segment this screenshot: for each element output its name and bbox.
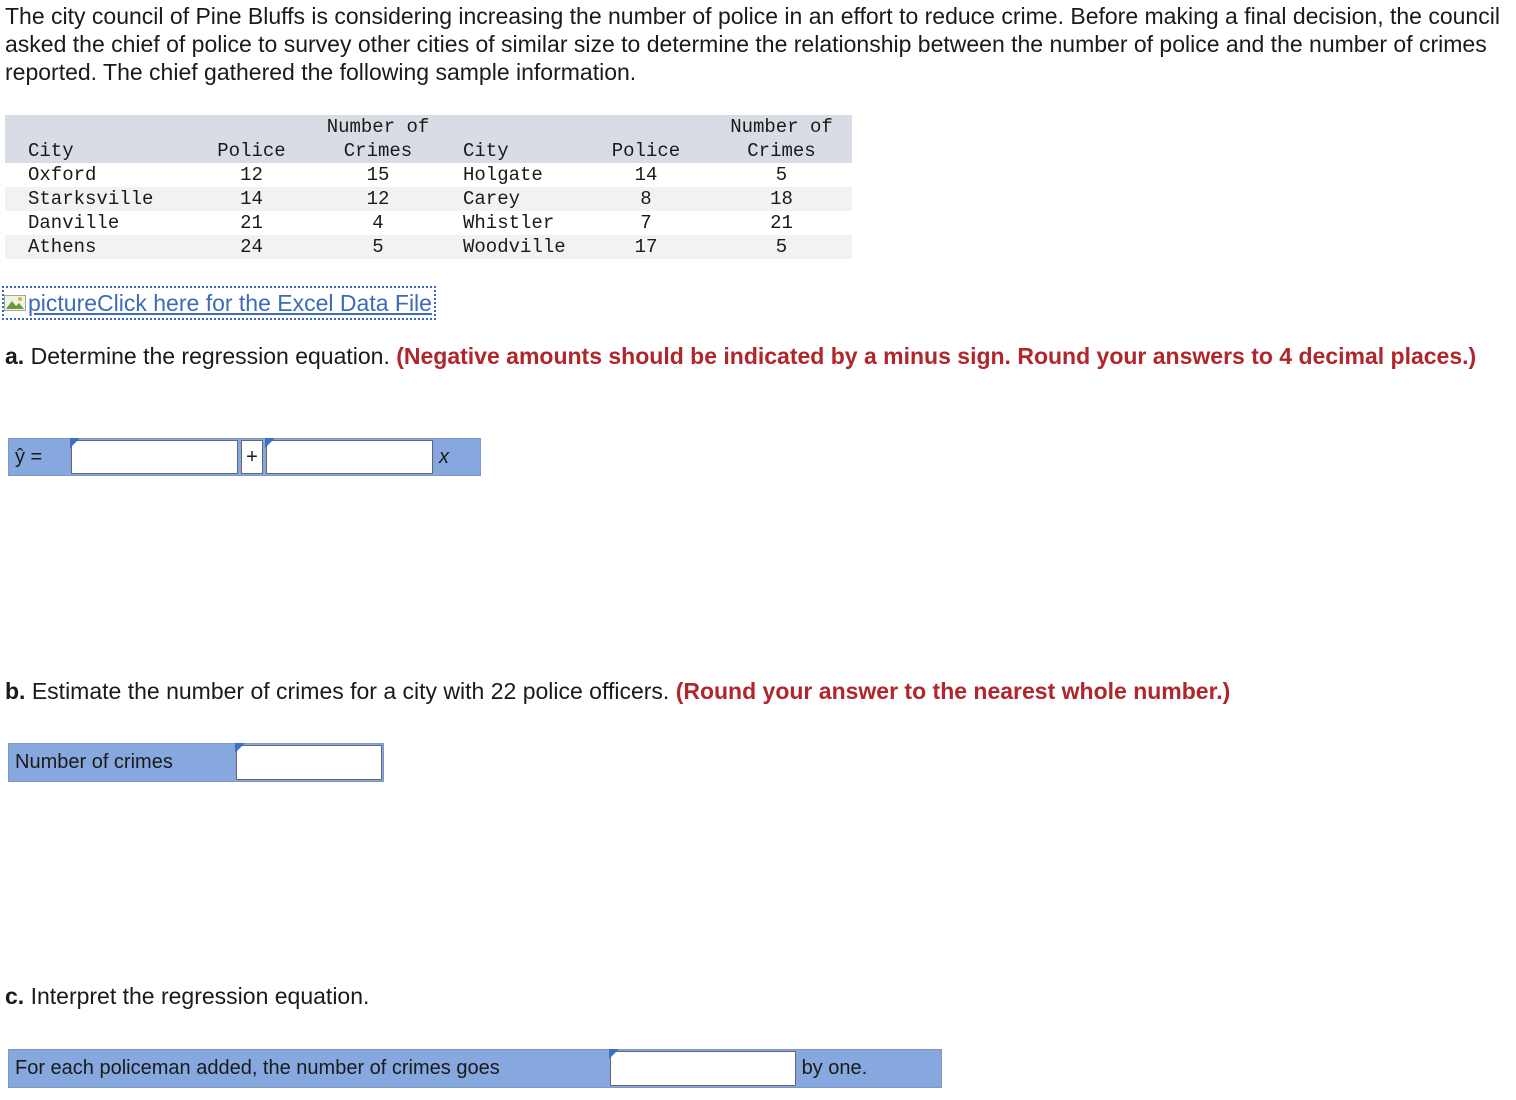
part-a-hint: (Negative amounts should be indicated by a minus sign. Round your answers to 4 decimal places.): [396, 343, 1477, 369]
header-top-police-2: [581, 115, 711, 139]
yhat-label: ŷ =: [15, 445, 43, 468]
cell-police: 12: [240, 164, 263, 186]
cell-crimes: 4: [372, 212, 384, 234]
part-b-text: Estimate the number of crimes for a city with 22 police officers.: [31, 678, 670, 704]
cell-police: 14: [240, 188, 263, 210]
header-police-2: Police: [611, 140, 681, 162]
cell-city: Oxford: [28, 164, 97, 186]
part-c-letter: c.: [5, 983, 25, 1009]
direction-input[interactable]: [610, 1051, 796, 1086]
header-city-1: City: [28, 140, 74, 162]
cell-city: Carey: [463, 188, 521, 210]
crimes-estimate-row: [8, 743, 384, 782]
excel-link-alt: picture: [28, 289, 98, 316]
table-header-row-top: [5, 115, 852, 139]
excel-data-file-link[interactable]: [2, 286, 436, 320]
part-a-letter: a.: [5, 343, 25, 369]
cell-city: Whistler: [463, 212, 555, 234]
header-top-police-1: [190, 115, 313, 139]
problem-intro: The city council of Pine Bluffs is considering increasing the number of police in an effort to reduce crime. Before making a final decision, the council asked the chief of police to survey other cities of similar size to determine the relationship between the number of police and the number of crimes reported. The chief gathered the following sample information.: [5, 3, 1500, 85]
intercept-input-wrap: [71, 439, 238, 475]
part-a-question: [5, 341, 1495, 371]
table-row: [5, 187, 852, 211]
part-b-question: [5, 676, 1495, 706]
data-table: [5, 115, 852, 259]
header-top-crimes-1: Number of: [326, 116, 430, 138]
cell-crimes: 12: [366, 188, 390, 210]
cell-police: 17: [634, 236, 658, 258]
part-a-text: Determine the regression equation.: [30, 343, 390, 369]
header-crimes-2: Crimes: [747, 140, 816, 162]
header-top-city-2: [443, 115, 581, 139]
part-b-letter: b.: [5, 678, 26, 704]
header-top-city-1: [5, 115, 190, 139]
cell-crimes: 5: [775, 164, 788, 186]
table-header-row: [5, 139, 852, 163]
cell-crimes: 18: [770, 188, 793, 210]
x-label: x: [433, 439, 479, 475]
part-c-question: [5, 981, 1495, 1011]
excel-link-label: Click here for the Excel Data File: [97, 289, 432, 316]
cell-crimes: 15: [366, 164, 390, 186]
header-top-crimes-2: Number of: [730, 116, 833, 138]
broken-image-icon: [4, 295, 26, 311]
intercept-input[interactable]: [71, 440, 238, 474]
crimes-estimate-input[interactable]: [236, 745, 382, 780]
table-row: [5, 235, 852, 259]
header-city-2: City: [463, 140, 509, 162]
regression-equation-row: [8, 438, 481, 476]
direction-input-wrap: [610, 1050, 796, 1087]
header-police-1: Police: [217, 140, 286, 162]
table-row: [5, 163, 852, 187]
part-b-hint: (Round your answer to the nearest whole number.): [675, 678, 1231, 704]
interpretation-label-after: by one.: [801, 1057, 868, 1079]
slope-input[interactable]: [266, 440, 433, 474]
cell-crimes: 5: [775, 236, 788, 258]
cell-city: Danville: [28, 212, 120, 234]
cell-police: 21: [240, 212, 263, 234]
header-crimes-1: Crimes: [343, 140, 413, 162]
cell-crimes: 5: [372, 236, 384, 258]
cell-police: 7: [640, 212, 652, 234]
cell-city: Woodville: [463, 236, 566, 258]
part-c-text: Interpret the regression equation.: [30, 983, 370, 1009]
table-row: [5, 211, 852, 235]
cell-crimes: 21: [770, 212, 793, 234]
cell-city: Starksville: [28, 188, 154, 210]
cell-city: Holgate: [463, 164, 543, 186]
cell-police: 14: [634, 164, 658, 186]
interpretation-label-before: For each policeman added, the number of crimes goes: [15, 1057, 500, 1079]
number-of-crimes-label: Number of crimes: [15, 751, 173, 773]
cell-police: 8: [640, 188, 652, 210]
interpretation-row: [8, 1049, 942, 1088]
slope-input-wrap: [266, 439, 433, 475]
crimes-input-wrap: [236, 744, 382, 781]
cell-police: 24: [240, 236, 263, 258]
plus-sign: +: [241, 440, 263, 474]
cell-city: Athens: [28, 236, 97, 258]
